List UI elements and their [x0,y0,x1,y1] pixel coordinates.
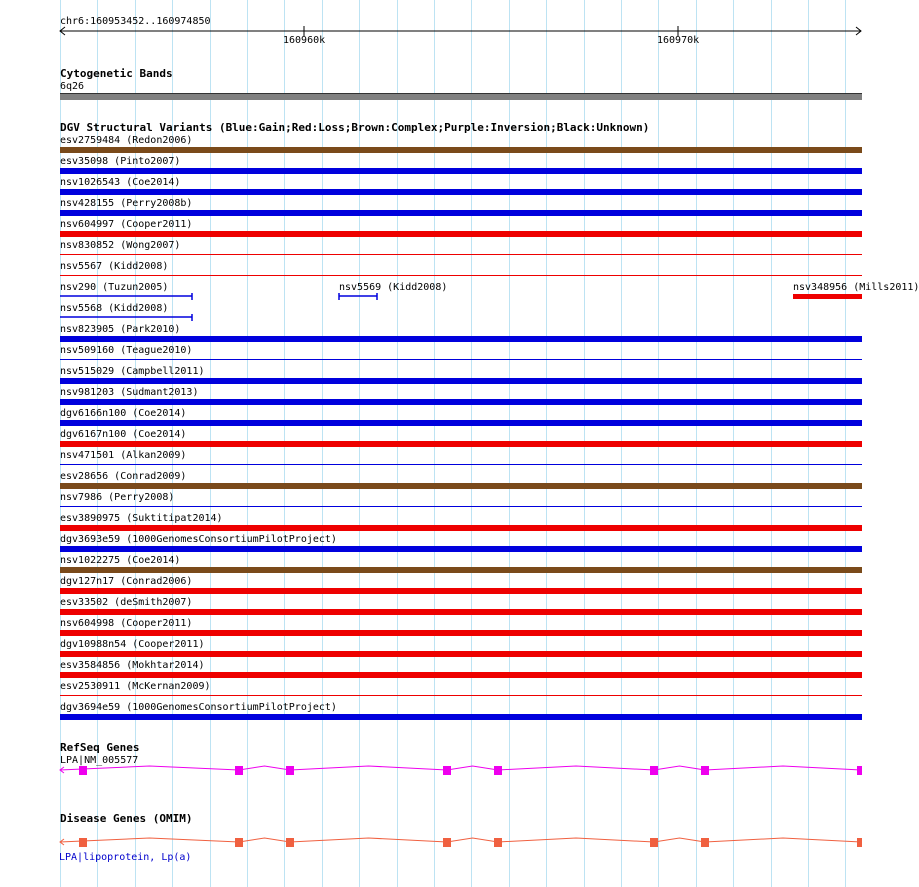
variant-label[interactable]: nsv1026543 (Coe2014) [60,177,181,188]
refseq-gene-model[interactable] [0,760,890,782]
variant-bar[interactable] [60,525,862,531]
variant-label[interactable]: esv35098 (Pinto2007) [60,156,181,167]
exon [79,838,87,847]
variant-bar[interactable] [60,292,196,301]
variant-label[interactable]: esv2530911 (McKernan2009) [60,681,211,692]
variant-label[interactable]: nsv290 (Tuzun2005) [60,282,169,293]
exon [857,766,862,775]
variant-bar[interactable] [60,359,862,360]
variant-bar[interactable] [60,651,862,657]
omim-track-title: Disease Genes (OMIM) [60,812,193,825]
variant-label[interactable]: nsv515029 (Campbell2011) [60,366,205,377]
variant-bar[interactable] [60,546,862,552]
variant-bar[interactable] [60,672,862,678]
variant-bar[interactable] [60,695,862,696]
exon [443,766,451,775]
variant-bar[interactable] [60,210,862,216]
exon [857,838,862,847]
exon [235,766,243,775]
variant-label[interactable]: dgv6166n100 (Coe2014) [60,408,187,419]
variant-label[interactable]: esv3890975 (Suktitipat2014) [60,513,223,524]
exon [286,766,294,775]
variant-bar[interactable] [60,609,862,615]
variant-bar-nsv5569[interactable] [338,292,380,301]
variant-bar[interactable] [60,420,862,426]
variant-label[interactable]: nsv5567 (Kidd2008) [60,261,169,272]
ruler-location: chr6:160953452..160974850 [60,16,211,27]
exon [650,766,658,775]
variant-label[interactable]: nsv428155 (Perry2008b) [60,198,193,209]
variant-bar-nsv348956[interactable] [793,294,862,299]
variant-label[interactable]: nsv830852 (Wong2007) [60,240,181,251]
variant-bar[interactable] [60,168,862,174]
variant-label[interactable]: nsv604997 (Cooper2011) [60,219,193,230]
variant-label[interactable]: esv3584856 (Mokhtar2014) [60,660,205,671]
refseq-gene-label[interactable]: LPA|NM_005577 [60,755,139,766]
variant-bar[interactable] [60,275,862,276]
exon [701,838,709,847]
exon [494,766,502,775]
variant-bar[interactable] [60,313,196,322]
variant-label[interactable]: nsv5569 (Kidd2008) [339,282,448,293]
variant-label[interactable]: esv33502 (deSmith2007) [60,597,193,608]
variant-label[interactable]: nsv7986 (Perry2008) [60,492,175,503]
variant-bar[interactable] [60,714,862,720]
variant-label[interactable]: esv28656 (Conrad2009) [60,471,187,482]
variant-label[interactable]: esv2759484 (Redon2006) [60,135,193,146]
variant-label[interactable]: dgv127n17 (Conrad2006) [60,576,193,587]
variant-label[interactable]: dgv6167n100 (Coe2014) [60,429,187,440]
exon [443,838,451,847]
exon [701,766,709,775]
variant-bar[interactable] [60,231,862,237]
variant-label[interactable]: dgv10988n54 (Cooper2011) [60,639,205,650]
variant-bar[interactable] [60,567,862,573]
cytoband-track-title: Cytogenetic Bands [60,67,173,80]
variant-label[interactable]: nsv509160 (Teague2010) [60,345,193,356]
variant-bar[interactable] [60,254,862,255]
exon [286,838,294,847]
refseq-track-title: RefSeq Genes [60,741,140,754]
variant-bar[interactable] [60,483,862,489]
exon [79,766,87,775]
variant-bar[interactable] [60,336,862,342]
ruler-tick-label: 160960k [283,35,326,46]
variant-label[interactable]: nsv981203 (Sudmant2013) [60,387,199,398]
exon [235,838,243,847]
variant-bar[interactable] [60,147,862,153]
variant-bar[interactable] [60,378,862,384]
exon [494,838,502,847]
variant-label[interactable]: nsv823905 (Park2010) [60,324,181,335]
omim-gene-model[interactable] [0,832,890,854]
variant-label[interactable]: nsv604998 (Cooper2011) [60,618,193,629]
variant-label[interactable]: nsv5568 (Kidd2008) [60,303,169,314]
variant-label[interactable]: nsv348956 (Mills2011) [793,282,919,293]
variant-label[interactable]: nsv1022275 (Coe2014) [60,555,181,566]
dgv-track-title: DGV Structural Variants (Blue:Gain;Red:Loss;Brown:Complex;Purple:Inversion;Black:Unknown) [60,121,650,134]
variant-label[interactable]: dgv3694e59 (1000GenomesConsortiumPilotProject) [60,702,337,713]
cytoband-bar[interactable] [60,93,862,100]
cytoband-label: 6q26 [60,81,85,92]
omim-gene-label[interactable]: LPA|lipoprotein, Lp(a) [59,852,192,863]
variant-bar[interactable] [60,506,862,507]
variant-bar[interactable] [60,464,862,465]
variant-bar[interactable] [60,399,862,405]
exon [650,838,658,847]
variant-label[interactable]: dgv3693e59 (1000GenomesConsortiumPilotProject) [60,534,337,545]
ruler[interactable] [0,0,890,50]
variant-bar[interactable] [60,588,862,594]
variant-label[interactable]: nsv471501 (Alkan2009) [60,450,187,461]
ruler-tick-label: 160970k [657,35,700,46]
variant-bar[interactable] [60,441,862,447]
variant-bar[interactable] [60,189,862,195]
variant-bar[interactable] [60,630,862,636]
